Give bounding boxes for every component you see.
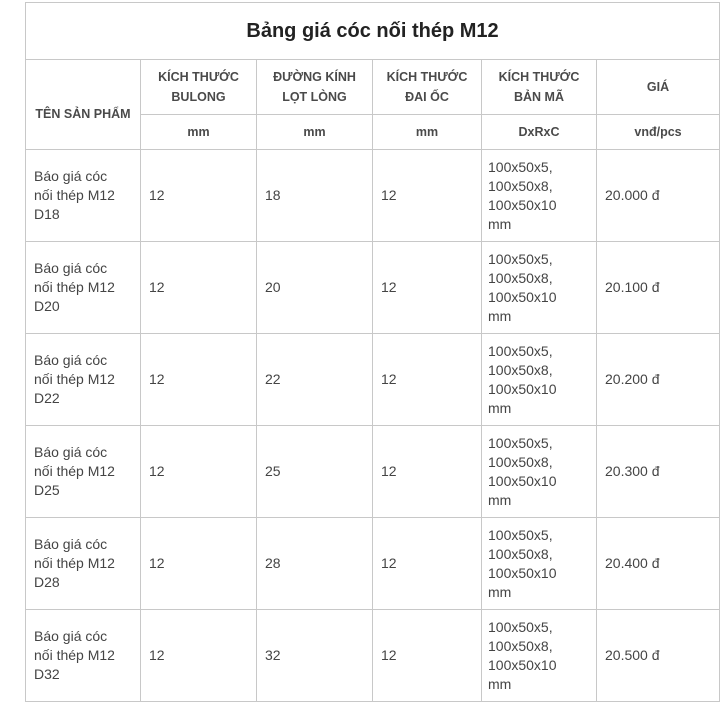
price-cell bbox=[597, 334, 720, 426]
dai-oc-cell bbox=[373, 334, 482, 426]
duong-kinh-cell bbox=[257, 242, 373, 334]
product-name-line: D25 bbox=[34, 482, 60, 498]
unit-gia: vnđ/pcs bbox=[597, 115, 720, 150]
table-row bbox=[26, 518, 720, 610]
header-label: KÍCH THƯỚC bbox=[158, 70, 239, 84]
product-name-line: Báo giá cóc bbox=[34, 260, 108, 276]
bulong-cell-value: 12 bbox=[149, 371, 165, 387]
price-value: 20.500 đ bbox=[605, 647, 660, 663]
ban-ma-line: 100x50x5, bbox=[488, 342, 553, 359]
ban-ma-line: 100x50x8, bbox=[488, 177, 553, 194]
dai-oc-cell-value: 12 bbox=[381, 371, 397, 387]
product-name-cell bbox=[26, 242, 141, 334]
product-name-cell bbox=[26, 150, 141, 242]
duong-kinh-cell bbox=[257, 426, 373, 518]
ban-ma-line: mm bbox=[488, 399, 512, 416]
ban-ma-line: 100x50x8, bbox=[488, 269, 553, 286]
duong-kinh-cell bbox=[257, 334, 373, 426]
product-name-cell bbox=[26, 610, 141, 702]
product-name-line: D18 bbox=[34, 206, 60, 222]
price-cell bbox=[597, 518, 720, 610]
bulong-cell bbox=[141, 518, 257, 610]
table-title: Bảng giá cóc nối thép M12 bbox=[26, 3, 720, 60]
product-name-line: nối thép M12 bbox=[34, 555, 115, 571]
ban-ma-line: 100x50x10 bbox=[488, 196, 557, 213]
ban-ma-line: 100x50x10 bbox=[488, 472, 557, 489]
table-row bbox=[26, 334, 720, 426]
bulong-cell-value: 12 bbox=[149, 647, 165, 663]
header-label: TÊN SẢN PHẨM bbox=[35, 106, 131, 121]
ban-ma-cell bbox=[482, 518, 597, 610]
header-label: ĐAI ỐC bbox=[405, 90, 449, 104]
product-name-line: D32 bbox=[34, 666, 60, 682]
dai-oc-cell bbox=[373, 610, 482, 702]
product-name-cell bbox=[26, 518, 141, 610]
bulong-cell-value: 12 bbox=[149, 555, 165, 571]
bulong-cell bbox=[141, 150, 257, 242]
header-label: GIÁ bbox=[646, 80, 670, 94]
product-name-line: Báo giá cóc bbox=[34, 536, 108, 552]
ban-ma-line: 100x50x10 bbox=[488, 564, 557, 581]
price-value: 20.200 đ bbox=[605, 371, 660, 387]
ban-ma-line: 100x50x5, bbox=[488, 158, 553, 175]
product-name-line: D20 bbox=[34, 298, 60, 314]
unit-ban-ma: DxRxC bbox=[482, 115, 597, 150]
duong-kinh-cell bbox=[257, 150, 373, 242]
product-name-line: Báo giá cóc bbox=[34, 352, 108, 368]
bulong-cell bbox=[141, 610, 257, 702]
duong-kinh-cell-value: 18 bbox=[265, 187, 281, 203]
ban-ma-line: 100x50x8, bbox=[488, 545, 553, 562]
dai-oc-cell-value: 12 bbox=[381, 647, 397, 663]
dai-oc-cell bbox=[373, 150, 482, 242]
header-kich-thuoc-dai-oc bbox=[373, 60, 482, 115]
ban-ma-line: 100x50x5, bbox=[488, 434, 553, 451]
product-name-line: Báo giá cóc bbox=[34, 628, 108, 644]
ban-ma-line: mm bbox=[488, 583, 512, 600]
duong-kinh-cell-value: 20 bbox=[265, 279, 281, 295]
product-name-line: Báo giá cóc bbox=[34, 444, 108, 460]
ban-ma-cell bbox=[482, 150, 597, 242]
ban-ma-line: 100x50x5, bbox=[488, 526, 553, 543]
header-kich-thuoc-ban-ma bbox=[482, 60, 597, 115]
bulong-cell-value: 12 bbox=[149, 279, 165, 295]
product-name-line: D28 bbox=[34, 574, 60, 590]
header-label: KÍCH THƯỚC bbox=[386, 70, 468, 84]
dai-oc-cell bbox=[373, 242, 482, 334]
product-name-line: D22 bbox=[34, 390, 60, 406]
product-name-line: nối thép M12 bbox=[34, 463, 115, 479]
duong-kinh-cell-value: 25 bbox=[265, 463, 281, 479]
table-row bbox=[26, 242, 720, 334]
bulong-cell bbox=[141, 242, 257, 334]
duong-kinh-cell-value: 22 bbox=[265, 371, 281, 387]
unit-dai-oc: mm bbox=[373, 115, 482, 150]
dai-oc-cell bbox=[373, 426, 482, 518]
duong-kinh-cell bbox=[257, 518, 373, 610]
header-kich-thuoc-bulong bbox=[141, 60, 257, 115]
price-cell bbox=[597, 426, 720, 518]
price-value: 20.100 đ bbox=[605, 279, 660, 295]
header-label: LỌT LÒNG bbox=[282, 90, 347, 104]
ban-ma-line: 100x50x5, bbox=[488, 250, 553, 267]
header-label: BẢN MÃ bbox=[514, 90, 564, 104]
ban-ma-line: 100x50x10 bbox=[488, 288, 557, 305]
price-cell bbox=[597, 610, 720, 702]
price-table-container bbox=[25, 2, 719, 705]
header-label: BULONG bbox=[171, 90, 226, 104]
bulong-cell bbox=[141, 334, 257, 426]
dai-oc-cell-value: 12 bbox=[381, 187, 397, 203]
product-name-line: nối thép M12 bbox=[34, 647, 115, 663]
ban-ma-line: mm bbox=[488, 491, 512, 508]
ban-ma-line: 100x50x5, bbox=[488, 618, 553, 635]
dai-oc-cell-value: 12 bbox=[381, 463, 397, 479]
dai-oc-cell-value: 12 bbox=[381, 555, 397, 571]
price-cell bbox=[597, 242, 720, 334]
dai-oc-cell-value: 12 bbox=[381, 279, 397, 295]
product-name-line: nối thép M12 bbox=[34, 371, 115, 387]
header-gia bbox=[597, 60, 720, 115]
price-cell bbox=[597, 150, 720, 242]
product-name-line: nối thép M12 bbox=[34, 279, 115, 295]
ban-ma-line: 100x50x10 bbox=[488, 380, 557, 397]
ban-ma-line: 100x50x8, bbox=[488, 361, 553, 378]
bulong-cell-value: 12 bbox=[149, 187, 165, 203]
table-row bbox=[26, 426, 720, 518]
bulong-cell bbox=[141, 426, 257, 518]
ban-ma-line: 100x50x8, bbox=[488, 637, 553, 654]
product-name-cell bbox=[26, 334, 141, 426]
ban-ma-line: mm bbox=[488, 215, 512, 232]
product-name-line: nối thép M12 bbox=[34, 187, 115, 203]
header-duong-kinh-lot-long bbox=[257, 60, 373, 115]
ban-ma-cell bbox=[482, 426, 597, 518]
dai-oc-cell bbox=[373, 518, 482, 610]
price-value: 20.000 đ bbox=[605, 187, 660, 203]
duong-kinh-cell-value: 32 bbox=[265, 647, 281, 663]
unit-bulong: mm bbox=[141, 115, 257, 150]
table-row bbox=[26, 150, 720, 242]
ban-ma-cell bbox=[482, 610, 597, 702]
ban-ma-line: 100x50x10 bbox=[488, 656, 557, 673]
ban-ma-line: mm bbox=[488, 307, 512, 324]
header-ten-san-pham bbox=[26, 60, 141, 150]
header-label: KÍCH THƯỚC bbox=[498, 70, 580, 84]
price-value: 20.400 đ bbox=[605, 555, 660, 571]
ban-ma-cell bbox=[482, 242, 597, 334]
duong-kinh-cell bbox=[257, 610, 373, 702]
ban-ma-line: 100x50x8, bbox=[488, 453, 553, 470]
duong-kinh-cell-value: 28 bbox=[265, 555, 281, 571]
table-row bbox=[26, 610, 720, 702]
price-table bbox=[25, 2, 720, 702]
header-label: ĐƯỜNG KÍNH bbox=[273, 70, 356, 84]
ban-ma-line: mm bbox=[488, 675, 512, 692]
ban-ma-cell bbox=[482, 334, 597, 426]
unit-duong-kinh: mm bbox=[257, 115, 373, 150]
price-value: 20.300 đ bbox=[605, 463, 660, 479]
product-name-line: Báo giá cóc bbox=[34, 168, 108, 184]
bulong-cell-value: 12 bbox=[149, 463, 165, 479]
product-name-cell bbox=[26, 426, 141, 518]
